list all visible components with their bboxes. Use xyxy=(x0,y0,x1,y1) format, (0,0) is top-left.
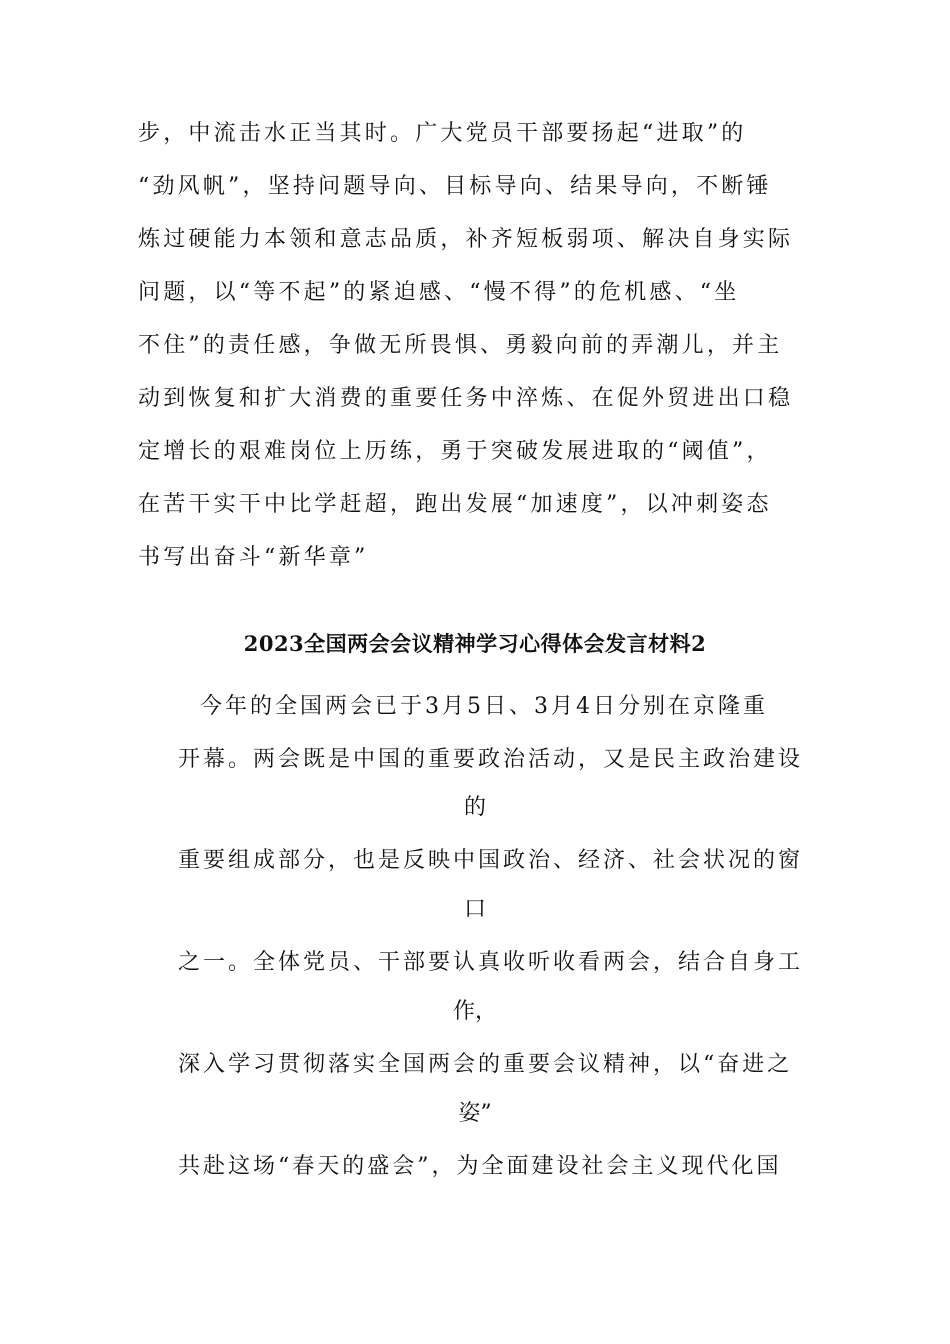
text-line-wrap: 作， xyxy=(452,999,497,1024)
text-line: 定增长的艰难岗位上历练，勇于突破发展进取的“阈值”， xyxy=(138,439,772,464)
text-line: 重要组成部分，也是反映中国政治、经济、社会状况的窗 xyxy=(178,848,804,873)
text-line-wrap: 口 xyxy=(463,897,486,922)
text-line-wrap: 姿” xyxy=(458,1101,492,1126)
text-line: 问题，以“等不起”的紧迫感、“慢不得”的危机感、“坐 xyxy=(138,280,740,305)
text-line: “劲风帆”，坚持问题导向、目标导向、结果导向，不断锤 xyxy=(138,174,772,199)
text-line: 书写出奋斗“新华章” xyxy=(138,545,369,570)
text-line: 共赴这场“春天的盛会”，为全面建设社会主义现代化国 xyxy=(178,1154,782,1179)
text-line: 动到恢复和扩大消费的重要任务中淬炼、在促外贸进出口稳 xyxy=(138,386,794,411)
section-heading: 2023全国两会会议精神学习心得体会发言材料2 xyxy=(243,631,707,656)
paragraph-continuation xyxy=(138,114,818,591)
text-line: 深入学习贯彻落实全国两会的重要会议精神，以“奋进之 xyxy=(178,1052,793,1077)
text-line: 炼过硬能力本领和意志品质，补齐短板弱项、解决自身实际 xyxy=(138,227,794,252)
text-line: 步，中流击水正当其时。广大党员干部要扬起“进取”的 xyxy=(138,121,747,146)
text-line: 不住”的责任感，争做无所畏惧、勇毅向前的弄潮儿，并主 xyxy=(138,333,783,358)
text-line: 开幕。两会既是中国的重要政治活动，又是民主政治建设 xyxy=(178,747,804,772)
text-line-wrap: 的 xyxy=(463,795,486,820)
text-line: 今年的全国两会已于3月5日、3月4日分别在京隆重 xyxy=(200,694,768,719)
text-line: 在苦干实干中比学赶超，跑出发展“加速度”，以冲刺姿态 xyxy=(138,492,772,517)
text-line: 之一。全体党员、干部要认真收听收看两会，结合自身工 xyxy=(178,950,804,975)
